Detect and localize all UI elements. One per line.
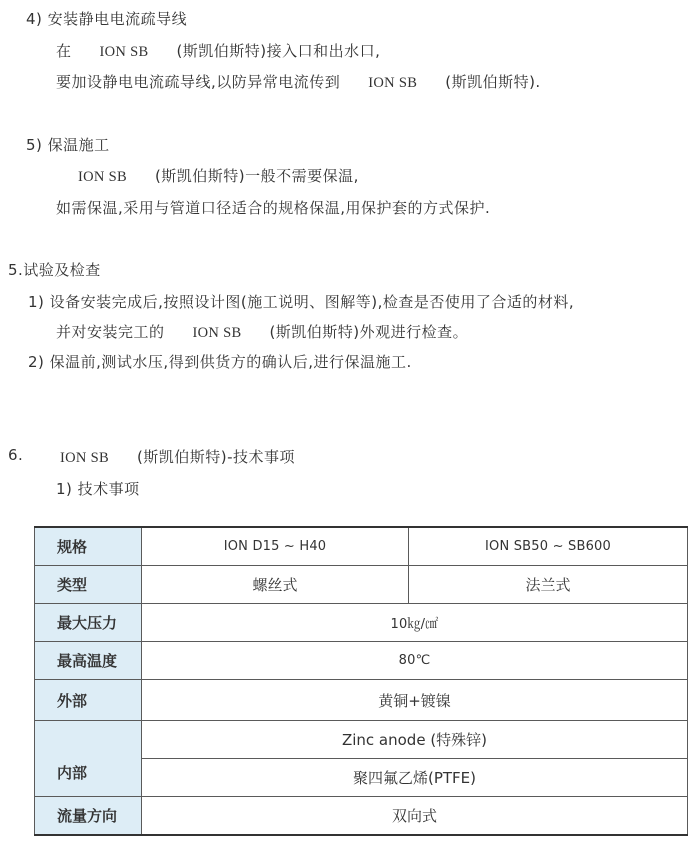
table-row: [35, 527, 688, 566]
row-value: Zinc anode (特殊锌): [142, 721, 688, 759]
section-6-number: 6.: [8, 446, 24, 464]
row-key: 内部: [35, 721, 142, 797]
row-value: 双向式: [142, 797, 688, 836]
text: 并对安装完工的: [56, 323, 165, 341]
table-row: [35, 642, 688, 680]
table-row: [35, 680, 688, 721]
table-row: [35, 721, 688, 759]
section-5-item-1a: 1) 设备安装完成后,按照设计图(施工说明、图解等),检查是否使用了合适的材料,: [28, 293, 575, 311]
brand-name: ION SB: [60, 450, 109, 466]
row-value: ION SB50 ~ SB600: [409, 527, 688, 566]
brand-name: ION SB: [192, 325, 242, 341]
row-key: 规格: [35, 527, 142, 566]
text: (斯凯伯斯特)一般不需要保温,: [154, 167, 359, 185]
section-6-subtitle: 1) 技术事项: [56, 480, 140, 498]
table-row: [35, 604, 688, 642]
brand-name: ION SB: [99, 44, 149, 60]
text: 在: [56, 42, 72, 60]
table-row: [35, 566, 688, 604]
row-value: 螺丝式: [142, 566, 409, 604]
section-5-title: 5.试验及检查: [8, 261, 101, 279]
text: (斯凯伯斯特)-技术事项: [136, 448, 296, 466]
text: (斯凯伯斯特)外观进行检查。: [269, 323, 469, 341]
row-key: 最高温度: [35, 642, 142, 680]
row-key: 流量方向: [35, 797, 142, 836]
section-5-item-1b: [56, 321, 468, 342]
brand-name: ION SB: [368, 75, 418, 91]
row-value: 10㎏/㎠: [142, 604, 688, 642]
row-value: 黄铜+镀镍: [142, 680, 688, 721]
item-4-title: 4) 安装静电电流疏导线: [26, 10, 188, 28]
row-key: 类型: [35, 566, 142, 604]
table-row: [35, 797, 688, 836]
item-5-line-2: 如需保温,采用与管道口径适合的规格保温,用保护套的方式保护.: [56, 199, 491, 217]
row-value: 法兰式: [409, 566, 688, 604]
item-5-line-1: [78, 165, 359, 186]
tech-spec-table: [34, 526, 688, 836]
brand-name: ION SB: [78, 169, 127, 185]
row-key: 最大压力: [35, 604, 142, 642]
item-4-line-1: [56, 40, 380, 61]
section-6-title: [60, 446, 295, 467]
text: (斯凯伯斯特).: [445, 73, 541, 91]
row-value: 聚四氟乙烯(PTFE): [142, 759, 688, 797]
item-5-title: 5) 保温施工: [26, 136, 110, 154]
item-4-line-2: [56, 71, 541, 92]
section-5-item-2: 2) 保温前,测试水压,得到供货方的确认后,进行保温施工.: [28, 353, 412, 371]
row-value: 80℃: [142, 642, 688, 680]
text: (斯凯伯斯特)接入口和出水口,: [176, 42, 381, 60]
row-key: 外部: [35, 680, 142, 721]
text: 要加设静电电流疏导线,以防异常电流传到: [56, 73, 341, 91]
row-value: ION D15 ~ H40: [142, 527, 409, 566]
